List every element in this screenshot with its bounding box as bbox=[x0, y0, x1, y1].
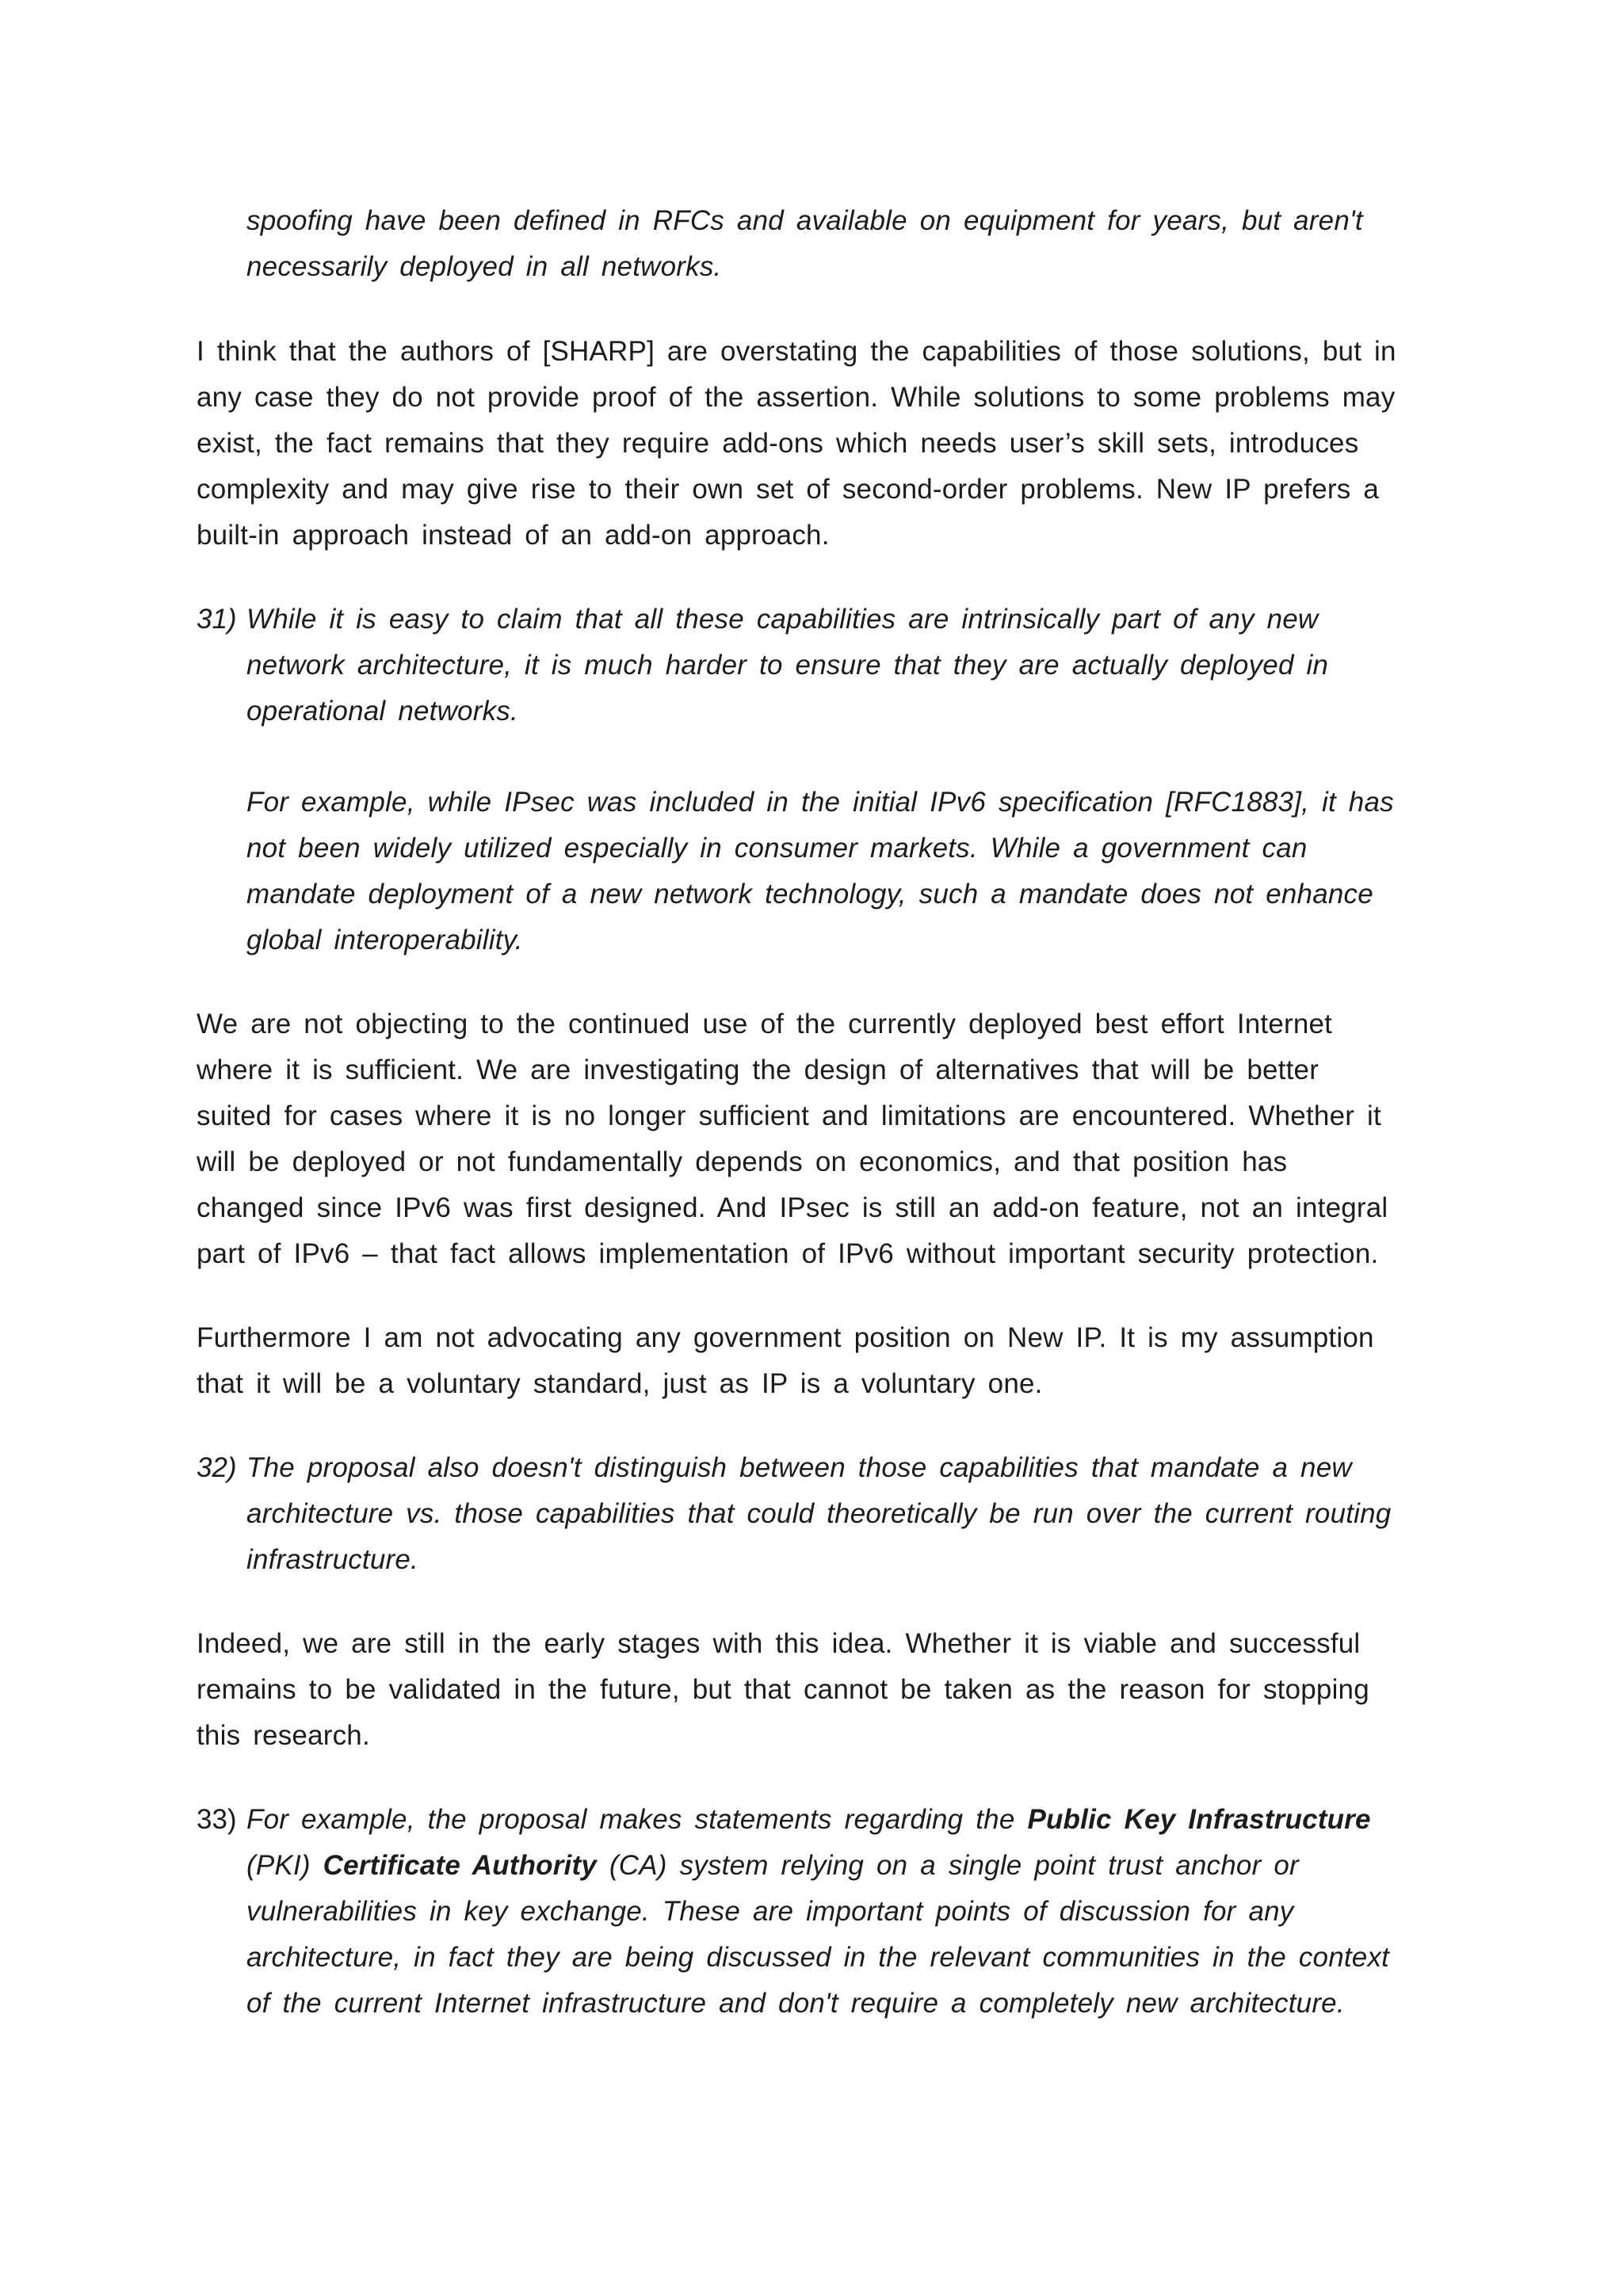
item-number: 31) bbox=[197, 604, 237, 635]
body-line: suited for cases where it is no longer sufficient and limitations are encountered. Whether it bbox=[197, 1100, 1381, 1131]
quote-line: spoofing have been defined in RFCs and available on equipment for years, but aren't bbox=[246, 205, 1363, 236]
quote-text: (PKI) bbox=[246, 1850, 323, 1881]
body-line: remains to be validated in the future, but that cannot be taken as the reason for stopping bbox=[197, 1674, 1369, 1705]
quote-line: network architecture, it is much harder to ensure that they are actually deployed in bbox=[246, 650, 1329, 681]
body-line: any case they do not provide proof of the assertion. While solutions to some problems may bbox=[197, 382, 1396, 413]
body-line: where it is sufficient. We are investigating the design of alternatives that will be better bbox=[197, 1055, 1319, 1085]
body-line: Indeed, we are still in the early stages with this idea. Whether it is viable and successful bbox=[197, 1628, 1361, 1659]
bold-term: Public Key Infrastructure bbox=[1027, 1804, 1371, 1835]
body-line: I think that the authors of [SHARP] are overstating the capabilities of those solutions, but in bbox=[197, 336, 1396, 367]
item-number: 32) bbox=[197, 1452, 237, 1483]
quote-line: mandate deployment of a new network technology, such a mandate does not enhance bbox=[246, 879, 1373, 910]
quote-line: vulnerabilities in key exchange. These are important points of discussion for any bbox=[246, 1896, 1294, 1927]
quote-line: While it is easy to claim that all these capabilities are intrinsically part of any new bbox=[246, 604, 1319, 635]
quote-line: infrastructure. bbox=[246, 1544, 418, 1575]
quote-line: of the current Internet infrastructure and don't require a completely new architecture. bbox=[246, 1988, 1345, 2019]
body-line: will be deployed or not fundamentally depends on economics, and that position has bbox=[197, 1146, 1288, 1177]
quote-line: not been widely utilized especially in consumer markets. While a government can bbox=[246, 833, 1308, 864]
quote-line: operational networks. bbox=[246, 696, 518, 727]
body-line: this research. bbox=[197, 1720, 370, 1751]
quote-line bbox=[246, 1848, 1299, 1883]
quote-text: (CA) system relying on a single point trust anchor or bbox=[597, 1850, 1299, 1881]
body-line: exist, the fact remains that they require add-ons which needs user’s skill sets, introduces bbox=[197, 428, 1359, 459]
quote-line: architecture, in fact they are being discussed in the relevant communities in the context bbox=[246, 1942, 1390, 1973]
body-line: Furthermore I am not advocating any government position on New IP. It is my assumption bbox=[197, 1322, 1374, 1353]
body-line: that it will be a voluntary standard, just as IP is a voluntary one. bbox=[197, 1368, 1043, 1399]
quote-line: The proposal also doesn't distinguish between those capabilities that mandate a new bbox=[246, 1452, 1352, 1483]
item-number: 33) bbox=[197, 1804, 237, 1835]
quote-line: global interoperability. bbox=[246, 925, 523, 955]
quote-line: architecture vs. those capabilities that could theoretically be run over the current routing bbox=[246, 1498, 1392, 1529]
quote-text: For example, the proposal makes statements regarding the bbox=[246, 1804, 1028, 1835]
body-line: built-in approach instead of an add-on approach. bbox=[197, 520, 830, 551]
body-line: part of IPv6 – that fact allows implementation of IPv6 without important security protection. bbox=[197, 1238, 1379, 1269]
bold-term: Certificate Authority bbox=[323, 1850, 597, 1881]
quote-line: For example, while IPsec was included in the initial IPv6 specification [RFC1883], it has bbox=[246, 787, 1394, 818]
quote-line bbox=[246, 1802, 1371, 1837]
body-line: We are not objecting to the continued use of the currently deployed best effort Internet bbox=[197, 1009, 1333, 1039]
quote-line: necessarily deployed in all networks. bbox=[246, 251, 722, 282]
body-line: complexity and may give rise to their own set of second-order problems. New IP prefers a bbox=[197, 474, 1380, 505]
body-line: changed since IPv6 was first designed. And IPsec is still an add-on feature, not an integral bbox=[197, 1192, 1388, 1223]
